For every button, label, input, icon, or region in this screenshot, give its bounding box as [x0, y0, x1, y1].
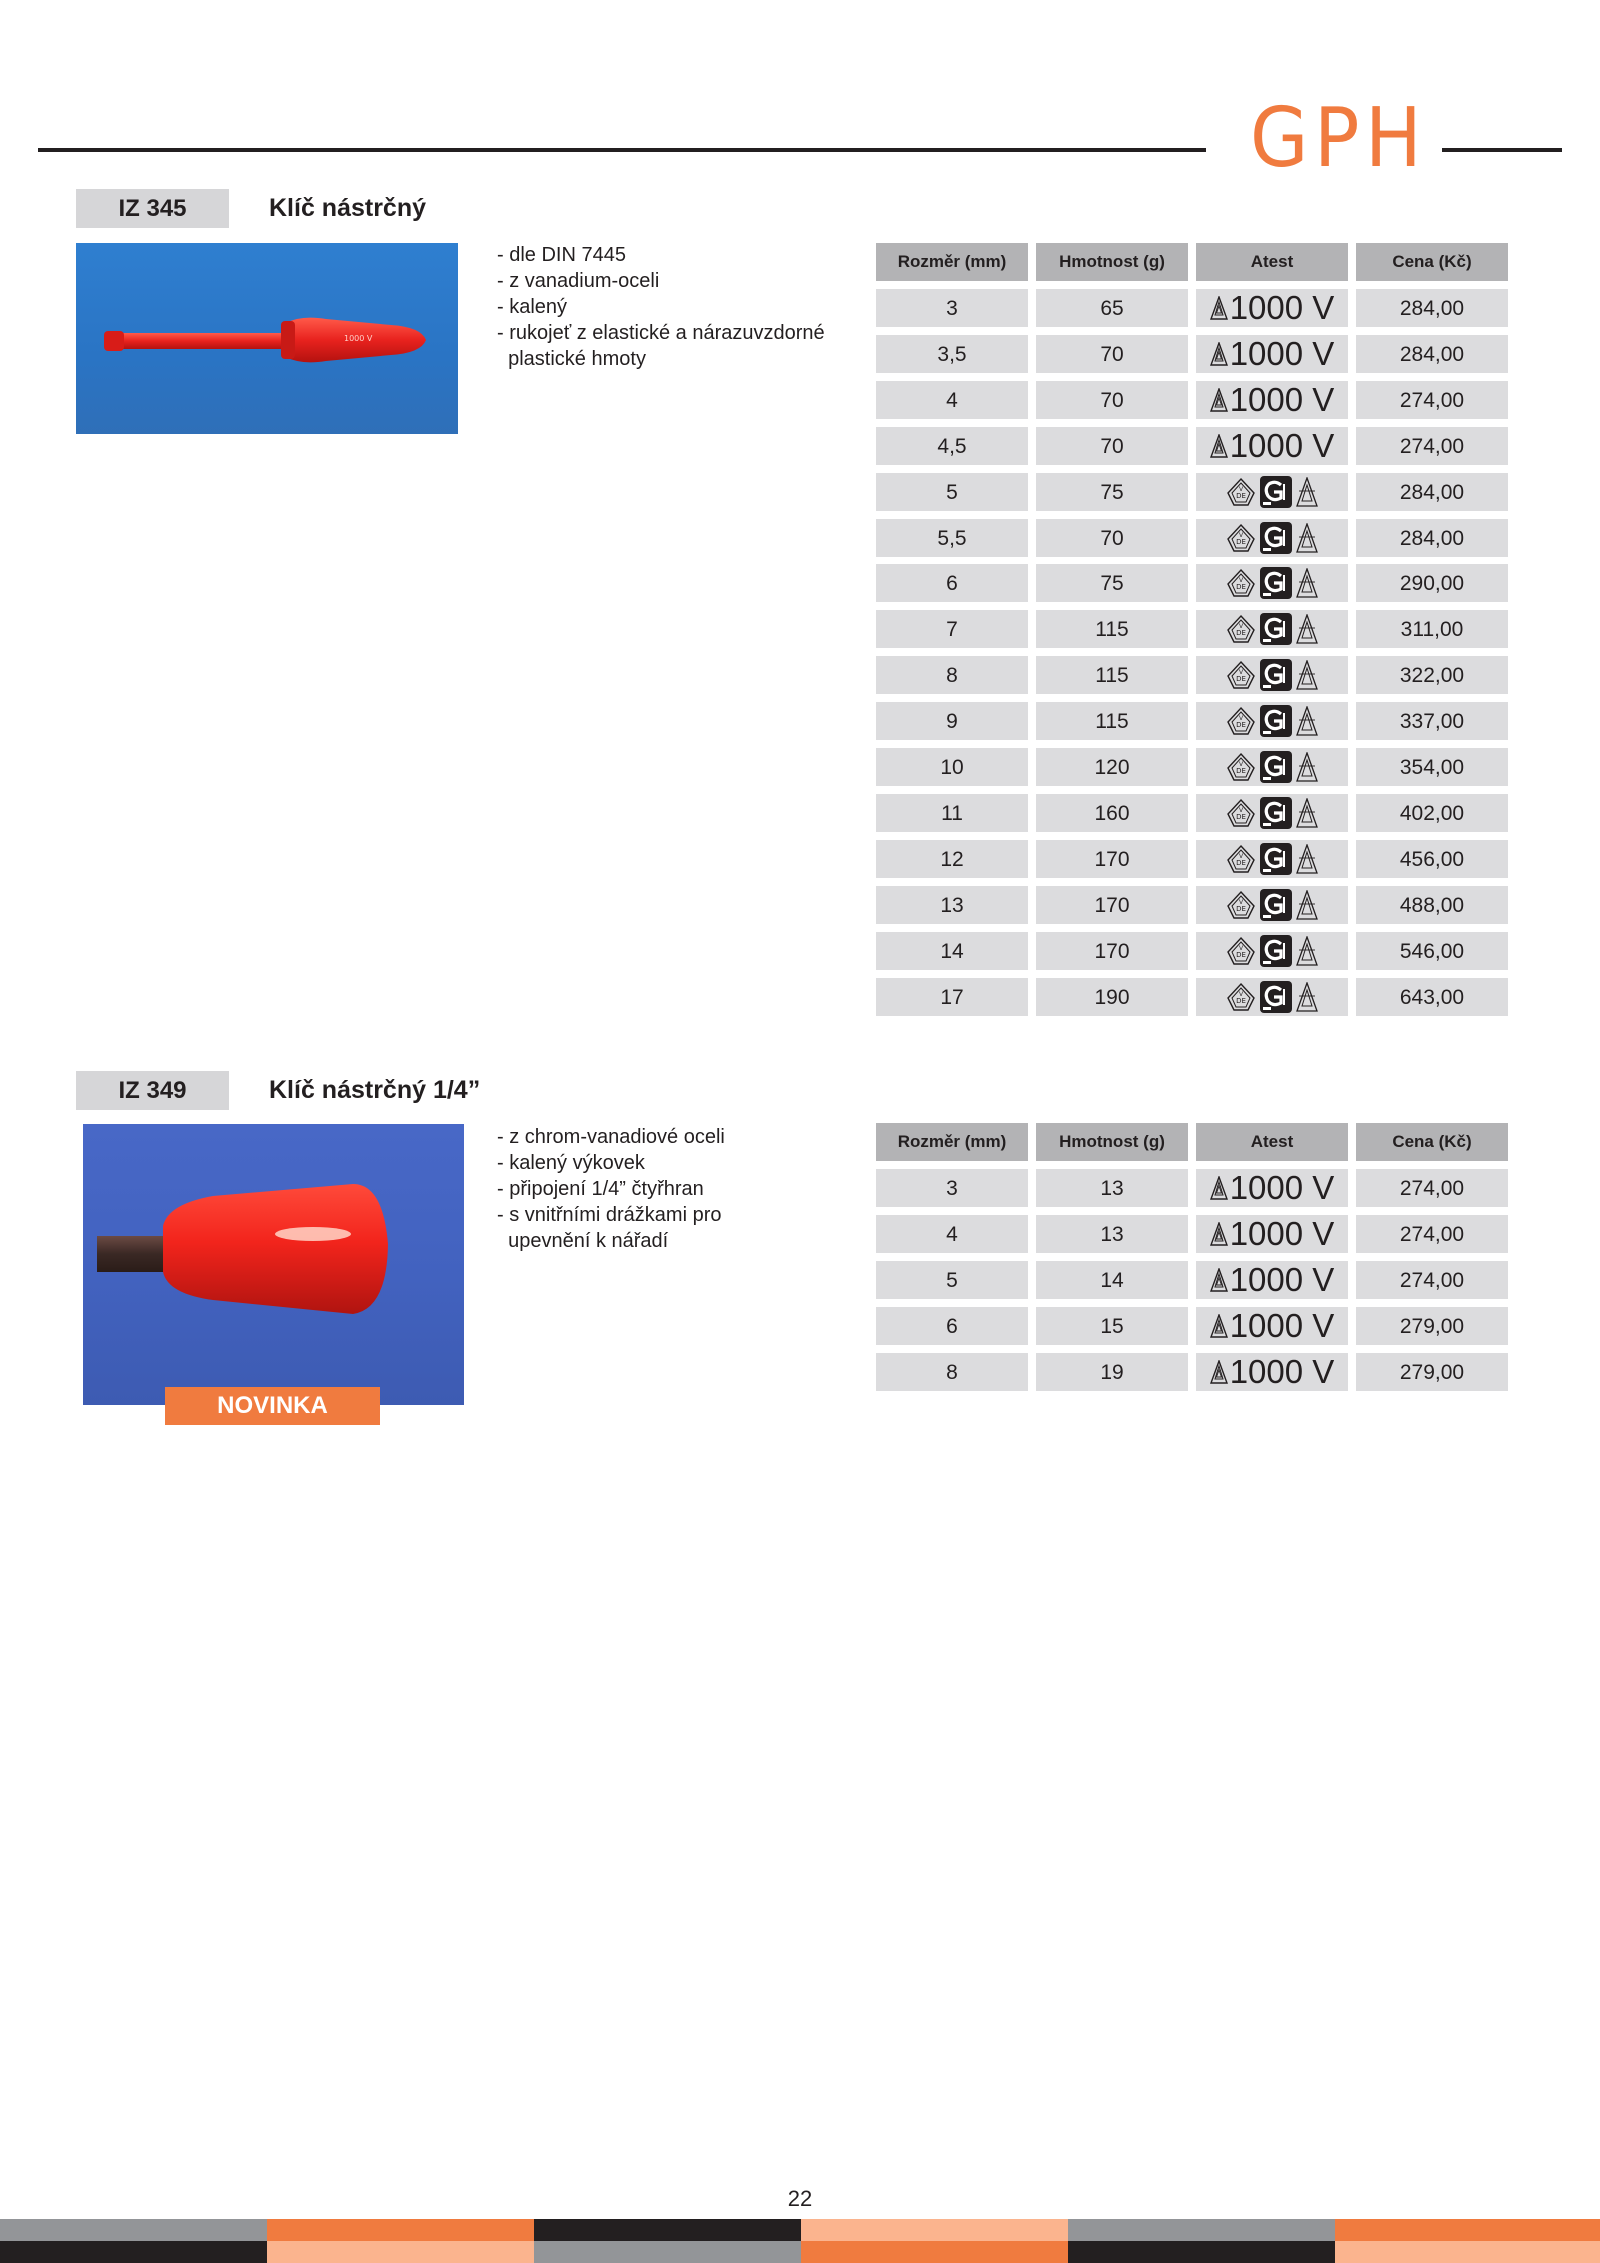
svg-text:V: V: [1238, 485, 1244, 493]
weight-cell: 75: [1036, 564, 1188, 602]
price-cell: 354,00: [1356, 748, 1508, 786]
atest-cell: [1196, 1169, 1348, 1207]
price-cell: 311,00: [1356, 610, 1508, 648]
price-cell: 643,00: [1356, 978, 1508, 1016]
certification-marks: [1196, 932, 1348, 970]
feature-item: - z chrom-vanadiové oceli: [497, 1126, 725, 1148]
header-size: Rozměr (mm): [876, 243, 1028, 281]
gs-safety-mark-icon: [1259, 796, 1293, 830]
insulation-triangle-icon: [1296, 568, 1318, 598]
weight-cell: 19: [1036, 1353, 1188, 1391]
footer-band-bottom: [801, 2241, 1068, 2263]
nut-driver-illustration: [76, 243, 458, 434]
table-row: [876, 840, 1510, 878]
header-weight: Hmotnost (g): [1036, 1123, 1188, 1161]
voltage-rating: [1196, 1215, 1348, 1253]
weight-cell: 160: [1036, 794, 1188, 832]
vde-mark-icon: [1226, 982, 1256, 1012]
weight-cell: 70: [1036, 335, 1188, 373]
vde-mark-icon: [1226, 523, 1256, 553]
footer-band-top: [1335, 2219, 1600, 2241]
gs-safety-mark-icon: [1259, 658, 1293, 692]
insulation-triangle-icon: [1210, 1176, 1228, 1200]
svg-text:V: V: [1238, 531, 1244, 539]
feature-list: [497, 1124, 725, 1254]
gs-safety-mark-icon: [1259, 980, 1293, 1014]
size-cell: 7: [876, 610, 1028, 648]
size-cell: 12: [876, 840, 1028, 878]
table-row: [876, 656, 1510, 694]
certification-marks: [1196, 564, 1348, 602]
svg-text:DE: DE: [1236, 858, 1246, 867]
svg-text:DE: DE: [1236, 491, 1246, 500]
table-row: [876, 610, 1510, 648]
header-atest: Atest: [1196, 243, 1348, 281]
price-cell: 284,00: [1356, 335, 1508, 373]
atest-cell: [1196, 748, 1348, 786]
table-row: [876, 289, 1510, 327]
insulation-triangle-icon: [1296, 523, 1318, 553]
weight-cell: 115: [1036, 610, 1188, 648]
price-cell: 284,00: [1356, 289, 1508, 327]
weight-cell: 120: [1036, 748, 1188, 786]
size-cell: 8: [876, 656, 1028, 694]
product-photo-nut-driver: [76, 243, 458, 434]
vde-mark-icon: [1226, 568, 1256, 598]
atest-cell: [1196, 1215, 1348, 1253]
vde-mark-icon: [1226, 614, 1256, 644]
svg-text:DE: DE: [1236, 904, 1246, 913]
certification-marks: [1196, 794, 1348, 832]
svg-text:V: V: [1238, 577, 1244, 585]
atest-cell: [1196, 978, 1348, 1016]
svg-text:DE: DE: [1236, 767, 1246, 775]
weight-cell: 13: [1036, 1215, 1188, 1253]
price-cell: 284,00: [1356, 519, 1508, 557]
atest-cell: [1196, 1307, 1348, 1345]
certification-marks: [1196, 840, 1348, 878]
price-cell: 456,00: [1356, 840, 1508, 878]
insulation-triangle-icon: [1210, 1222, 1228, 1246]
vde-mark-icon: [1226, 706, 1256, 736]
price-cell: 274,00: [1356, 1261, 1508, 1299]
insulation-triangle-icon: [1296, 936, 1318, 966]
gs-safety-mark-icon: [1259, 566, 1293, 600]
size-cell: 8: [876, 1353, 1028, 1391]
svg-text:V: V: [1238, 669, 1244, 677]
atest-cell: [1196, 656, 1348, 694]
feature-item: - s vnitřními drážkami pro: [497, 1204, 722, 1226]
gs-safety-mark-icon: [1259, 750, 1293, 784]
feature-list: [497, 242, 825, 372]
voltage-value: 1000 V: [1229, 1306, 1335, 1344]
atest-cell: [1196, 932, 1348, 970]
feature-item: - kalený výkovek: [497, 1152, 645, 1174]
table-row: [876, 473, 1510, 511]
voltage-rating: [1196, 427, 1348, 465]
voltage-rating: [1196, 1261, 1348, 1299]
gs-safety-mark-icon: [1259, 612, 1293, 646]
insulation-triangle-icon: [1296, 798, 1318, 828]
certification-marks: [1196, 886, 1348, 924]
voltage-value: 1000 V: [1229, 1260, 1335, 1298]
svg-text:DE: DE: [1236, 583, 1246, 592]
gs-safety-mark-icon: [1259, 842, 1293, 876]
table-row: [876, 1169, 1510, 1207]
size-cell: 5: [876, 1261, 1028, 1299]
vde-mark-icon: [1226, 660, 1256, 690]
price-cell: 322,00: [1356, 656, 1508, 694]
price-cell: 488,00: [1356, 886, 1508, 924]
price-cell: 290,00: [1356, 564, 1508, 602]
vde-mark-icon: [1226, 890, 1256, 920]
certification-marks: [1196, 519, 1348, 557]
price-cell: 546,00: [1356, 932, 1508, 970]
insulation-triangle-icon: [1296, 614, 1318, 644]
price-cell: 274,00: [1356, 427, 1508, 465]
size-cell: 10: [876, 748, 1028, 786]
voltage-value: 1000 V: [1229, 1169, 1335, 1206]
weight-cell: 14: [1036, 1261, 1188, 1299]
svg-text:V: V: [1238, 852, 1244, 860]
certification-marks: [1196, 610, 1348, 648]
svg-text:1000 V: 1000 V: [344, 334, 373, 343]
certification-marks: [1196, 473, 1348, 511]
size-cell: 13: [876, 886, 1028, 924]
footer-band-top: [0, 2219, 267, 2241]
svg-text:V: V: [1238, 944, 1244, 952]
svg-text:DE: DE: [1236, 537, 1246, 546]
weight-cell: 65: [1036, 289, 1188, 327]
product-photo-handle: [83, 1124, 464, 1405]
insulation-triangle-icon: [1210, 342, 1228, 366]
atest-cell: [1196, 610, 1348, 648]
insulation-triangle-icon: [1296, 752, 1318, 782]
voltage-rating: [1196, 1307, 1348, 1345]
header-price: Cena (Kč): [1356, 1123, 1508, 1161]
vde-mark-icon: [1226, 798, 1256, 828]
certification-marks: [1196, 656, 1348, 694]
feature-item: - kalený: [497, 296, 568, 318]
header-price: Cena (Kč): [1356, 243, 1508, 281]
weight-cell: 70: [1036, 381, 1188, 419]
feature-item: - z vanadium-oceli: [497, 270, 660, 292]
vde-mark-icon: [1226, 844, 1256, 874]
table-row: [876, 564, 1510, 602]
header-atest: Atest: [1196, 1123, 1348, 1161]
gs-safety-mark-icon: [1259, 704, 1293, 738]
footer-band-bottom: [1068, 2241, 1335, 2263]
voltage-value: 1000 V: [1229, 334, 1335, 372]
atest-cell: [1196, 886, 1348, 924]
weight-cell: 13: [1036, 1169, 1188, 1207]
weight-cell: 115: [1036, 656, 1188, 694]
price-cell: 279,00: [1356, 1307, 1508, 1345]
atest-cell: [1196, 427, 1348, 465]
svg-text:DE: DE: [1236, 812, 1246, 821]
voltage-value: 1000 V: [1229, 380, 1335, 418]
header-rule-left: [38, 148, 1206, 152]
price-cell: 279,00: [1356, 1353, 1508, 1391]
gs-safety-mark-icon: [1259, 475, 1293, 509]
size-cell: 6: [876, 1307, 1028, 1345]
table-row: [876, 381, 1510, 419]
voltage-rating: [1196, 1169, 1348, 1207]
svg-text:V: V: [1238, 898, 1244, 906]
size-cell: 17: [876, 978, 1028, 1016]
gs-safety-mark-icon: [1259, 888, 1293, 922]
price-cell: 274,00: [1356, 1169, 1508, 1207]
insulation-triangle-icon: [1296, 706, 1318, 736]
price-cell: 274,00: [1356, 1215, 1508, 1253]
price-cell: 274,00: [1356, 381, 1508, 419]
size-cell: 4,5: [876, 427, 1028, 465]
header-rule-right: [1442, 148, 1562, 152]
atest-cell: [1196, 473, 1348, 511]
size-cell: 4: [876, 1215, 1028, 1253]
header-weight: Hmotnost (g): [1036, 243, 1188, 281]
voltage-value: 1000 V: [1229, 426, 1335, 464]
gs-safety-mark-icon: [1259, 521, 1293, 555]
insulation-triangle-icon: [1296, 982, 1318, 1012]
atest-cell: [1196, 335, 1348, 373]
voltage-rating: [1196, 381, 1348, 419]
weight-cell: 190: [1036, 978, 1188, 1016]
product-code: IZ 349: [76, 1071, 229, 1110]
gs-safety-mark-icon: [1259, 934, 1293, 968]
voltage-rating: [1196, 289, 1348, 327]
footer-band-top: [267, 2219, 534, 2241]
svg-text:V: V: [1238, 761, 1244, 768]
certification-marks: [1196, 748, 1348, 786]
atest-cell: [1196, 519, 1348, 557]
product-title: Klíč nástrčný 1/4”: [269, 1076, 481, 1104]
insulation-triangle-icon: [1296, 477, 1318, 507]
insulation-triangle-icon: [1210, 1268, 1228, 1292]
feature-item: upevnění k nářadí: [497, 1230, 669, 1252]
feature-item: - dle DIN 7445: [497, 244, 626, 266]
weight-cell: 70: [1036, 519, 1188, 557]
brand-logo: GPH: [1250, 91, 1428, 186]
footer-band-bottom: [534, 2241, 801, 2263]
voltage-rating: [1196, 1353, 1348, 1391]
svg-text:DE: DE: [1236, 950, 1246, 959]
table-row: [876, 748, 1510, 786]
feature-item: - rukojeť z elastické a nárazuvzdorné: [497, 322, 825, 344]
size-cell: 5: [876, 473, 1028, 511]
insulation-triangle-icon: [1210, 434, 1228, 458]
voltage-value: 1000 V: [1229, 289, 1335, 326]
svg-text:V: V: [1238, 990, 1244, 998]
vde-mark-icon: [1226, 752, 1256, 782]
size-cell: 14: [876, 932, 1028, 970]
vde-mark-icon: [1226, 477, 1256, 507]
table-row: [876, 335, 1510, 373]
atest-cell: [1196, 1261, 1348, 1299]
atest-cell: [1196, 1353, 1348, 1391]
table-row: [876, 886, 1510, 924]
atest-cell: [1196, 794, 1348, 832]
insulation-triangle-icon: [1296, 660, 1318, 690]
table-row: [876, 794, 1510, 832]
page-number: 22: [787, 2186, 813, 2211]
feature-item: - připojení 1/4” čtyřhran: [497, 1178, 704, 1200]
svg-text:DE: DE: [1236, 996, 1246, 1005]
size-cell: 11: [876, 794, 1028, 832]
insulation-triangle-icon: [1296, 890, 1318, 920]
weight-cell: 15: [1036, 1307, 1188, 1345]
table-row: [876, 932, 1510, 970]
weight-cell: 70: [1036, 427, 1188, 465]
svg-text:DE: DE: [1236, 629, 1246, 638]
footer-band-top: [801, 2219, 1068, 2241]
product-title: Klíč nástrčný: [269, 194, 427, 222]
insulation-triangle-icon: [1210, 1314, 1228, 1338]
svg-text:DE: DE: [1236, 675, 1246, 684]
table-row: [876, 427, 1510, 465]
table-header-row: [876, 243, 1510, 281]
price-cell: 337,00: [1356, 702, 1508, 740]
product-code: IZ 345: [76, 189, 229, 228]
size-cell: 5,5: [876, 519, 1028, 557]
price-cell: 284,00: [1356, 473, 1508, 511]
table-header-row: [876, 1123, 1510, 1161]
voltage-value: 1000 V: [1229, 1352, 1335, 1390]
insulation-triangle-icon: [1210, 388, 1228, 412]
table-row: [876, 1307, 1510, 1345]
svg-text:DE: DE: [1236, 721, 1246, 730]
atest-cell: [1196, 840, 1348, 878]
certification-marks: [1196, 978, 1348, 1016]
certification-marks: [1196, 702, 1348, 740]
insulation-triangle-icon: [1210, 1360, 1228, 1384]
insulation-triangle-icon: [1296, 844, 1318, 874]
weight-cell: 170: [1036, 932, 1188, 970]
footer-band-top: [1068, 2219, 1335, 2241]
atest-cell: [1196, 289, 1348, 327]
size-cell: 3,5: [876, 335, 1028, 373]
voltage-value: 1000 V: [1229, 1214, 1335, 1252]
vde-mark-icon: [1226, 936, 1256, 966]
svg-text:V: V: [1238, 715, 1244, 723]
table-row: [876, 1215, 1510, 1253]
weight-cell: 115: [1036, 702, 1188, 740]
weight-cell: 75: [1036, 473, 1188, 511]
svg-text:V: V: [1238, 806, 1244, 814]
table-row: [876, 1353, 1510, 1391]
table-row: [876, 702, 1510, 740]
atest-cell: [1196, 564, 1348, 602]
footer-band-bottom: [267, 2241, 534, 2263]
price-cell: 402,00: [1356, 794, 1508, 832]
header-size: Rozměr (mm): [876, 1123, 1028, 1161]
size-cell: 4: [876, 381, 1028, 419]
insulation-triangle-icon: [1210, 296, 1228, 320]
size-cell: 3: [876, 1169, 1028, 1207]
table-row: [876, 519, 1510, 557]
footer-band-bottom: [0, 2241, 267, 2263]
weight-cell: 170: [1036, 886, 1188, 924]
weight-cell: 170: [1036, 840, 1188, 878]
footer-band-top: [534, 2219, 801, 2241]
new-badge: NOVINKA: [165, 1387, 380, 1425]
size-cell: 3: [876, 289, 1028, 327]
size-cell: 6: [876, 564, 1028, 602]
footer-band-bottom: [1335, 2241, 1600, 2263]
table-row: [876, 1261, 1510, 1299]
atest-cell: [1196, 702, 1348, 740]
voltage-rating: [1196, 335, 1348, 373]
svg-text:V: V: [1238, 623, 1244, 631]
feature-item: plastické hmoty: [497, 348, 646, 370]
size-cell: 9: [876, 702, 1028, 740]
atest-cell: [1196, 381, 1348, 419]
insulated-handle-illustration: [83, 1124, 464, 1405]
table-row: [876, 978, 1510, 1016]
